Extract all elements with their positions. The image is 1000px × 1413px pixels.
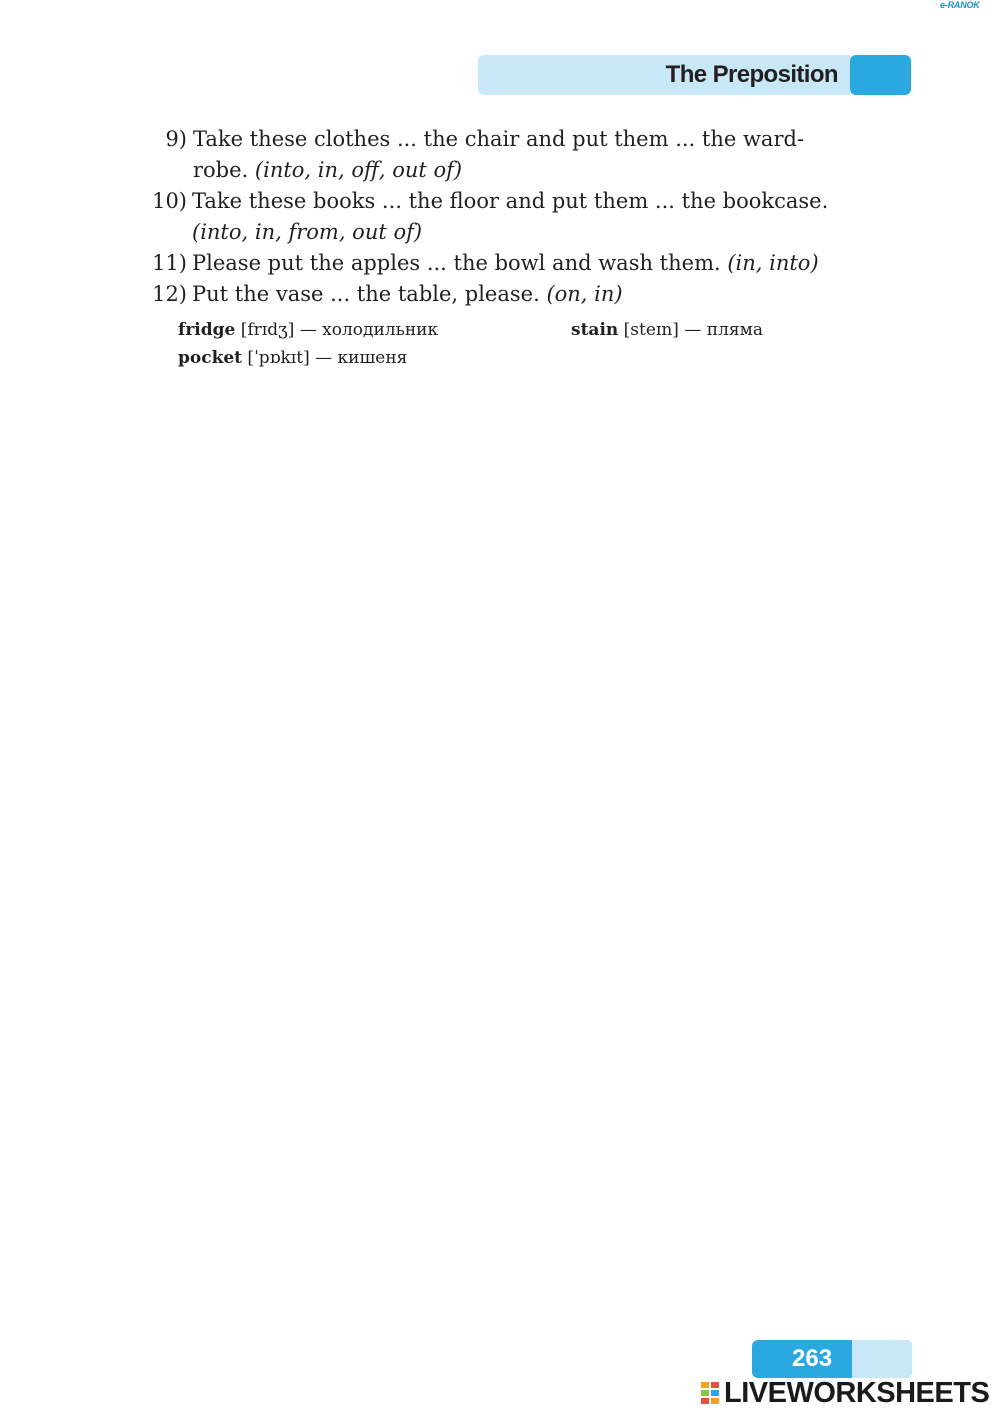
exercise-item [0,279,1000,310]
exercise-text: Please put the apples ... the bowl and wash them. [192,251,728,275]
exercise-number: 10) [152,189,187,213]
exercise-text: Take these books ... the floor and put them ... the bookcase. [192,189,829,213]
exercise-list [0,124,1000,310]
exercise-options: (on, in) [546,282,623,306]
vocabulary-translation: [steɪn] — пляма [618,320,763,340]
vocabulary-translation: [ˈpɒkɪt] — кишеня [242,348,408,368]
exercise-text: robe. [193,158,255,182]
header-tab-decoration [850,55,911,95]
exercise-options: (into, in, from, out of) [192,220,423,244]
exercise-item [0,186,1000,248]
page-number: 263 [792,1345,833,1372]
page-number-box [752,1340,912,1378]
liveworksheets-wordmark: LIVEWORKSHEETS [724,1377,990,1409]
exercise-item [0,124,1000,186]
exercise-number: 11) [152,251,187,275]
vocabulary-entry [571,316,763,344]
vocabulary-entry [178,316,438,344]
vocabulary-entry [178,344,407,372]
vocabulary-word: pocket [178,348,243,368]
publisher-logo: e-RANOK [940,0,980,10]
vocabulary-translation: [frɪdʒ] — холодильник [235,320,439,340]
liveworksheets-icon [700,1381,720,1405]
page-number-decoration [852,1340,912,1378]
section-title: The Preposition [665,61,838,88]
exercise-item [0,248,1000,279]
exercise-number: 9) [165,127,187,151]
exercise-options: (into, in, off, out of) [254,158,463,182]
liveworksheets-brand [700,1376,989,1410]
exercise-options: (in, into) [727,251,819,275]
exercise-text: Put the vase ... the table, please. [192,282,547,306]
section-header [478,55,850,95]
exercise-text: Take these clothes ... the chair and put them ... the ward- [193,127,805,151]
exercise-number: 12) [152,282,187,306]
vocabulary-word: stain [571,320,619,340]
vocabulary-word: fridge [178,320,236,340]
